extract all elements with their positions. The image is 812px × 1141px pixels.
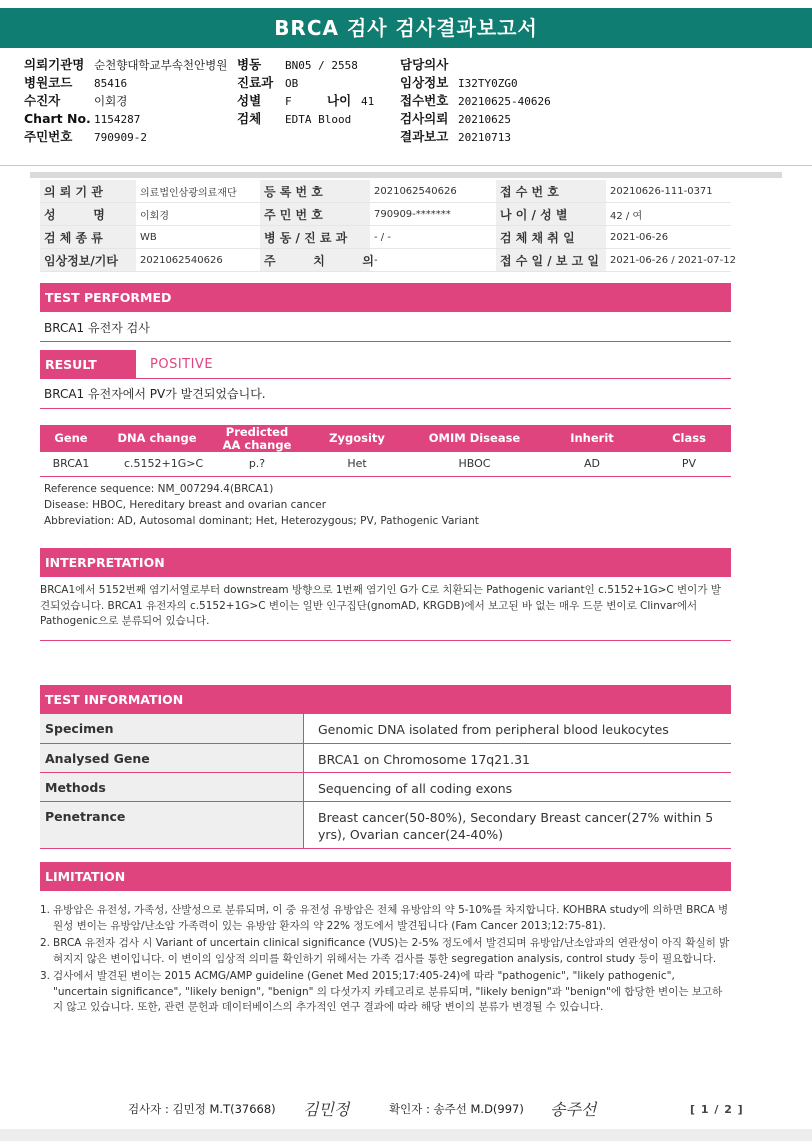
list-item: 1. 유방암은 유전성, 가족성, 산발성으로 분류되며, 이 중 유전성 유방암은 전체 유방암의 약 5-10%를 차지합니다. KOHBRA study에 의하면 BRCA 병원성 변이는 유방암/난소암 가족력이 있는 유방암 환자의 약 22% 정도에서 발견됩니다 (Fam Cancer 2013;12:75-81). bbox=[40, 904, 729, 932]
notes bbox=[44, 481, 479, 529]
result-bar bbox=[40, 350, 731, 379]
variant-table-header: Gene DNA change Predicted AA change Zygosity OMIM Disease Inherit Class bbox=[40, 425, 731, 452]
divider bbox=[40, 640, 731, 641]
info-row: 의 뢰 기 관 의료법인삼광의료재단 등 록 번 호 2021062540626 접 수 번 호 20210626-111-0371 bbox=[40, 180, 731, 203]
result-value: POSITIVE bbox=[150, 357, 214, 372]
table-row: Methods Sequencing of all coding exons bbox=[40, 773, 731, 802]
test-information-heading: TEST INFORMATION bbox=[40, 685, 731, 714]
header-col-2: 병동 BN05 / 2558 진료과 OB 성별 F 나이 41 검체 EDTA Blood bbox=[237, 57, 375, 126]
divider bbox=[40, 341, 731, 342]
header-divider bbox=[0, 165, 812, 166]
list-item: 2. BRCA 유전자 검사 시 Variant of uncertain clinical significance (VUS)는 2-5% 정도에서 발견되며 유방암/난소암과의 연관성이 아직 확실히 밝혀지지 않은 변이입니다. 이 변이의 임상적 의미를 확인하기 위해서는 가족 검사를 통한 segregation analysis, control study 등이 필요합니다. bbox=[40, 937, 730, 965]
page-number: [ 1 / 2 ] bbox=[690, 1103, 744, 1116]
limitation-list bbox=[40, 903, 730, 1018]
list-item: 3. 검사에서 발견된 변이는 2015 ACMG/AMP guideline (Genet Med 2015;17:405-24)에 따라 "pathogenic", "likely pathogenic", "uncertain significance", "likely benign", "benign" 의 다섯가지 카테고리로 분류되며, "likely benign"과 "benign"에 합당한 변이는 보고하지 않고 있습니다. 또한, 관련 문헌과 데이터베이스의 추가적인 연구 결과에 따라 해당 변이의 분류가 변경될 수 있습니다. bbox=[40, 970, 723, 1013]
limitation-heading: LIMITATION bbox=[40, 862, 731, 891]
test-information-table bbox=[40, 714, 731, 849]
header-col-3: 담당의사 임상정보 I32TY0ZG0 접수번호 20210625-40626 검사의뢰 20210625 결과보고 20210713 bbox=[400, 57, 551, 144]
table-row: Analysed Gene BRCA1 on Chromosome 17q21.31 bbox=[40, 744, 731, 773]
abbreviation-note: Abbreviation: AD, Autosomal dominant; Het, Heterozygous; PV, Pathogenic Variant bbox=[44, 515, 479, 527]
reference-note: Reference sequence: NM_007294.4(BRCA1) bbox=[44, 483, 274, 495]
confirmer-signature: 송주선 bbox=[550, 1100, 597, 1119]
result-text: BRCA1 유전자에서 PV가 발견되었습니다. bbox=[44, 387, 266, 401]
divider bbox=[40, 408, 731, 409]
info-row: 임상정보/기타 2021062540626 주 치 의 - 접 수 일 / 보 고 일 2021-06-26 / 2021-07-12 bbox=[40, 249, 731, 272]
disease-note: Disease: HBOC, Hereditary breast and ovarian cancer bbox=[44, 499, 327, 511]
interpretation-text: BRCA1에서 5152번째 염기서열로부터 downstream 방향으로 1번째 염기인 G가 C로 치환되는 Pathogenic variant인 c.5152+1G>C 변이가 발견되었습니다. BRCA1 유전자의 c.5152+1G>C 변이는 일반 인구집단(gnomAD, KRGDB)에서 보고된 바 없는 매우 드문 변이로 Clinvar에서 Pathogenic으로 분류되어 있습니다. bbox=[40, 584, 721, 627]
table-row: BRCA1 c.5152+1G>C p.? Het HBOC AD PV bbox=[40, 452, 731, 476]
interpretation-heading: INTERPRETATION bbox=[40, 548, 731, 577]
info-row: 성 명 이회경 주 민 번 호 790909-******* 나 이 / 성 별 42 / 여 bbox=[40, 203, 731, 226]
patient-info-grid bbox=[40, 180, 736, 272]
result-label: RESULT bbox=[40, 350, 136, 379]
page-bottom-band bbox=[0, 1129, 812, 1141]
test-performed-text: BRCA1 유전자 검사 bbox=[44, 321, 150, 335]
table-row: Penetrance Breast cancer(50-80%), Secondary Breast cancer(27% within 5 yrs), Ovarian cancer(24-40%) bbox=[40, 802, 731, 849]
examiner: 검사자 : 김민정 M.T(37668) bbox=[128, 1102, 276, 1116]
header-col-1: 의뢰기관명 순천향대학교부속천안병원 병원코드 85416 수진자 이회경 Chart No. 1154287 주민번호 790909-2 bbox=[24, 57, 228, 144]
examiner-signature: 김민정 bbox=[303, 1100, 350, 1119]
table-row: Specimen Genomic DNA isolated from peripheral blood leukocytes bbox=[40, 714, 731, 744]
section-rule bbox=[30, 172, 782, 178]
test-performed-heading: TEST PERFORMED bbox=[40, 283, 731, 312]
variant-table bbox=[40, 425, 731, 477]
confirmer: 확인자 : 송주선 M.D(997) bbox=[389, 1102, 524, 1116]
info-row: 검 체 종 류 WB 병 동 / 진 료 과 - / - 검 체 채 취 일 2021-06-26 bbox=[40, 226, 731, 249]
report-title: BRCA 검사 검사결과보고서 bbox=[0, 8, 812, 48]
